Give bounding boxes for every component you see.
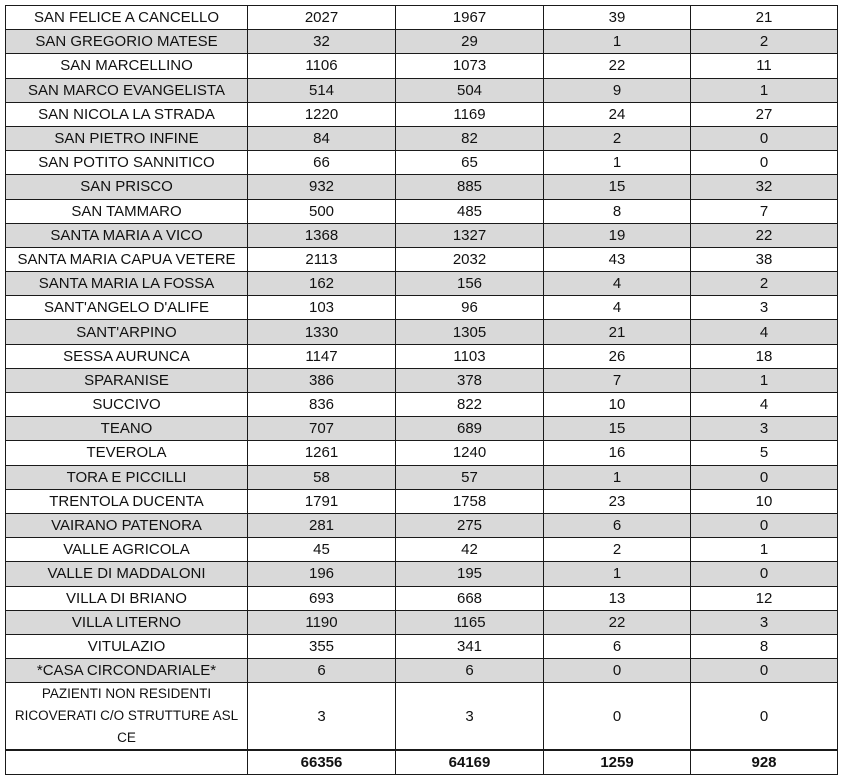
table-row [6, 562, 838, 586]
table-row [6, 538, 838, 562]
value-4-cell: 3 [691, 610, 838, 634]
table-row [6, 489, 838, 513]
value-2-cell: 485 [396, 199, 544, 223]
municipality-cell: SESSA AURUNCA [6, 344, 248, 368]
value-1-cell: 1330 [248, 320, 396, 344]
value-1-cell: 1261 [248, 441, 396, 465]
value-1-cell: 707 [248, 417, 396, 441]
table-row [6, 6, 838, 30]
value-3-cell: 0 [544, 659, 691, 683]
value-4-cell: 3 [691, 417, 838, 441]
table-row [6, 126, 838, 150]
value-2-cell: 6 [396, 659, 544, 683]
value-3-cell: 22 [544, 54, 691, 78]
value-2-cell: 3 [396, 683, 544, 751]
value-2-cell: 1758 [396, 489, 544, 513]
value-2-cell: 96 [396, 296, 544, 320]
value-1-cell: 2113 [248, 247, 396, 271]
value-4-cell: 0 [691, 465, 838, 489]
table-row [6, 683, 838, 751]
value-4-cell: 1 [691, 368, 838, 392]
municipality-cell: SANTA MARIA LA FOSSA [6, 272, 248, 296]
value-4-cell: 18 [691, 344, 838, 368]
value-1-cell: 1190 [248, 610, 396, 634]
value-2-cell: 57 [396, 465, 544, 489]
value-2-cell: 1165 [396, 610, 544, 634]
municipality-cell: VAIRANO PATENORA [6, 513, 248, 537]
value-2-cell: 2032 [396, 247, 544, 271]
value-4-cell: 0 [691, 562, 838, 586]
municipality-cell: SANTA MARIA A VICO [6, 223, 248, 247]
value-4-cell: 38 [691, 247, 838, 271]
value-2-cell: 885 [396, 175, 544, 199]
table-row [6, 78, 838, 102]
value-2-cell: 504 [396, 78, 544, 102]
table-row [6, 610, 838, 634]
data-table [5, 5, 838, 775]
value-2-cell: 668 [396, 586, 544, 610]
municipality-cell: SAN TAMMARO [6, 199, 248, 223]
value-4-cell: 3 [691, 296, 838, 320]
table-row [6, 441, 838, 465]
municipality-cell: SAN PRISCO [6, 175, 248, 199]
value-3-cell: 23 [544, 489, 691, 513]
value-2-cell: 1967 [396, 6, 544, 30]
table-row [6, 634, 838, 658]
municipality-cell: SAN MARCO EVANGELISTA [6, 78, 248, 102]
table-row [6, 199, 838, 223]
value-3-cell: 16 [544, 441, 691, 465]
table-row [6, 272, 838, 296]
value-1-cell: 1106 [248, 54, 396, 78]
value-3-cell: 6 [544, 513, 691, 537]
total-value-1-cell: 66356 [248, 750, 396, 775]
value-4-cell: 2 [691, 272, 838, 296]
value-4-cell: 5 [691, 441, 838, 465]
value-3-cell: 8 [544, 199, 691, 223]
municipality-cell: SAN MARCELLINO [6, 54, 248, 78]
value-2-cell: 341 [396, 634, 544, 658]
table-row [6, 175, 838, 199]
municipality-cell: SANT'ARPINO [6, 320, 248, 344]
value-2-cell: 1305 [396, 320, 544, 344]
value-2-cell: 195 [396, 562, 544, 586]
table-row [6, 151, 838, 175]
value-1-cell: 386 [248, 368, 396, 392]
value-2-cell: 689 [396, 417, 544, 441]
total-value-2-cell: 64169 [396, 750, 544, 775]
value-4-cell: 4 [691, 393, 838, 417]
value-1-cell: 58 [248, 465, 396, 489]
table-row [6, 586, 838, 610]
value-1-cell: 32 [248, 30, 396, 54]
value-3-cell: 6 [544, 634, 691, 658]
value-3-cell: 24 [544, 102, 691, 126]
value-4-cell: 22 [691, 223, 838, 247]
municipality-cell: VILLA DI BRIANO [6, 586, 248, 610]
value-1-cell: 932 [248, 175, 396, 199]
value-2-cell: 1327 [396, 223, 544, 247]
municipality-cell: SPARANISE [6, 368, 248, 392]
value-1-cell: 281 [248, 513, 396, 537]
municipality-cell: SUCCIVO [6, 393, 248, 417]
value-4-cell: 32 [691, 175, 838, 199]
value-3-cell: 1 [544, 465, 691, 489]
total-value-3-cell: 1259 [544, 750, 691, 775]
value-3-cell: 7 [544, 368, 691, 392]
value-3-cell: 4 [544, 272, 691, 296]
value-3-cell: 21 [544, 320, 691, 344]
value-2-cell: 1240 [396, 441, 544, 465]
value-1-cell: 836 [248, 393, 396, 417]
municipality-cell: SAN POTITO SANNITICO [6, 151, 248, 175]
table-row [6, 344, 838, 368]
value-4-cell: 0 [691, 151, 838, 175]
value-3-cell: 1 [544, 30, 691, 54]
value-4-cell: 12 [691, 586, 838, 610]
table-row [6, 465, 838, 489]
total-value-4-cell: 928 [691, 750, 838, 775]
value-1-cell: 6 [248, 659, 396, 683]
value-2-cell: 156 [396, 272, 544, 296]
table-row [6, 513, 838, 537]
value-4-cell: 7 [691, 199, 838, 223]
value-1-cell: 1791 [248, 489, 396, 513]
municipality-cell: TRENTOLA DUCENTA [6, 489, 248, 513]
municipality-cell: VALLE DI MADDALONI [6, 562, 248, 586]
value-1-cell: 1368 [248, 223, 396, 247]
value-2-cell: 65 [396, 151, 544, 175]
value-3-cell: 19 [544, 223, 691, 247]
value-3-cell: 39 [544, 6, 691, 30]
table-row [6, 102, 838, 126]
value-1-cell: 2027 [248, 6, 396, 30]
table-row [6, 30, 838, 54]
value-4-cell: 0 [691, 683, 838, 751]
value-3-cell: 15 [544, 417, 691, 441]
table-row [6, 247, 838, 271]
value-4-cell: 0 [691, 126, 838, 150]
value-4-cell: 8 [691, 634, 838, 658]
total-label-cell [6, 750, 248, 775]
value-4-cell: 1 [691, 78, 838, 102]
value-1-cell: 3 [248, 683, 396, 751]
value-4-cell: 4 [691, 320, 838, 344]
value-3-cell: 1 [544, 151, 691, 175]
value-1-cell: 162 [248, 272, 396, 296]
value-3-cell: 2 [544, 538, 691, 562]
value-3-cell: 9 [544, 78, 691, 102]
municipality-cell: PAZIENTI NON RESIDENTI RICOVERATI C/O STRUTTURE ASL CE [6, 683, 248, 751]
value-4-cell: 0 [691, 659, 838, 683]
value-4-cell: 27 [691, 102, 838, 126]
value-3-cell: 26 [544, 344, 691, 368]
value-4-cell: 1 [691, 538, 838, 562]
table-row [6, 417, 838, 441]
value-2-cell: 42 [396, 538, 544, 562]
value-1-cell: 500 [248, 199, 396, 223]
value-4-cell: 10 [691, 489, 838, 513]
municipality-cell: SAN GREGORIO MATESE [6, 30, 248, 54]
table-row [6, 320, 838, 344]
value-1-cell: 84 [248, 126, 396, 150]
municipality-cell: SAN FELICE A CANCELLO [6, 6, 248, 30]
value-1-cell: 1147 [248, 344, 396, 368]
value-4-cell: 0 [691, 513, 838, 537]
table-body [6, 6, 838, 775]
total-row [6, 750, 838, 775]
value-2-cell: 378 [396, 368, 544, 392]
value-1-cell: 355 [248, 634, 396, 658]
value-3-cell: 1 [544, 562, 691, 586]
table-row [6, 368, 838, 392]
value-3-cell: 4 [544, 296, 691, 320]
value-1-cell: 196 [248, 562, 396, 586]
value-1-cell: 693 [248, 586, 396, 610]
value-3-cell: 10 [544, 393, 691, 417]
municipality-cell: VITULAZIO [6, 634, 248, 658]
municipality-cell: TORA E PICCILLI [6, 465, 248, 489]
value-2-cell: 275 [396, 513, 544, 537]
value-1-cell: 66 [248, 151, 396, 175]
value-1-cell: 1220 [248, 102, 396, 126]
municipality-cell: TEANO [6, 417, 248, 441]
municipality-cell: SANT'ANGELO D'ALIFE [6, 296, 248, 320]
value-1-cell: 45 [248, 538, 396, 562]
value-1-cell: 514 [248, 78, 396, 102]
value-3-cell: 43 [544, 247, 691, 271]
value-2-cell: 82 [396, 126, 544, 150]
municipality-cell: VALLE AGRICOLA [6, 538, 248, 562]
value-4-cell: 2 [691, 30, 838, 54]
value-3-cell: 22 [544, 610, 691, 634]
municipality-cell: SAN NICOLA LA STRADA [6, 102, 248, 126]
value-2-cell: 29 [396, 30, 544, 54]
value-3-cell: 0 [544, 683, 691, 751]
value-3-cell: 15 [544, 175, 691, 199]
table-row [6, 296, 838, 320]
municipality-cell: SANTA MARIA CAPUA VETERE [6, 247, 248, 271]
value-1-cell: 103 [248, 296, 396, 320]
value-2-cell: 822 [396, 393, 544, 417]
table-row [6, 223, 838, 247]
value-4-cell: 11 [691, 54, 838, 78]
table-row [6, 393, 838, 417]
municipality-cell: VILLA LITERNO [6, 610, 248, 634]
municipality-cell: *CASA CIRCONDARIALE* [6, 659, 248, 683]
value-2-cell: 1103 [396, 344, 544, 368]
municipality-cell: TEVEROLA [6, 441, 248, 465]
value-3-cell: 13 [544, 586, 691, 610]
value-2-cell: 1169 [396, 102, 544, 126]
table-row [6, 659, 838, 683]
value-2-cell: 1073 [396, 54, 544, 78]
value-4-cell: 21 [691, 6, 838, 30]
municipality-cell: SAN PIETRO INFINE [6, 126, 248, 150]
table-row [6, 54, 838, 78]
value-3-cell: 2 [544, 126, 691, 150]
